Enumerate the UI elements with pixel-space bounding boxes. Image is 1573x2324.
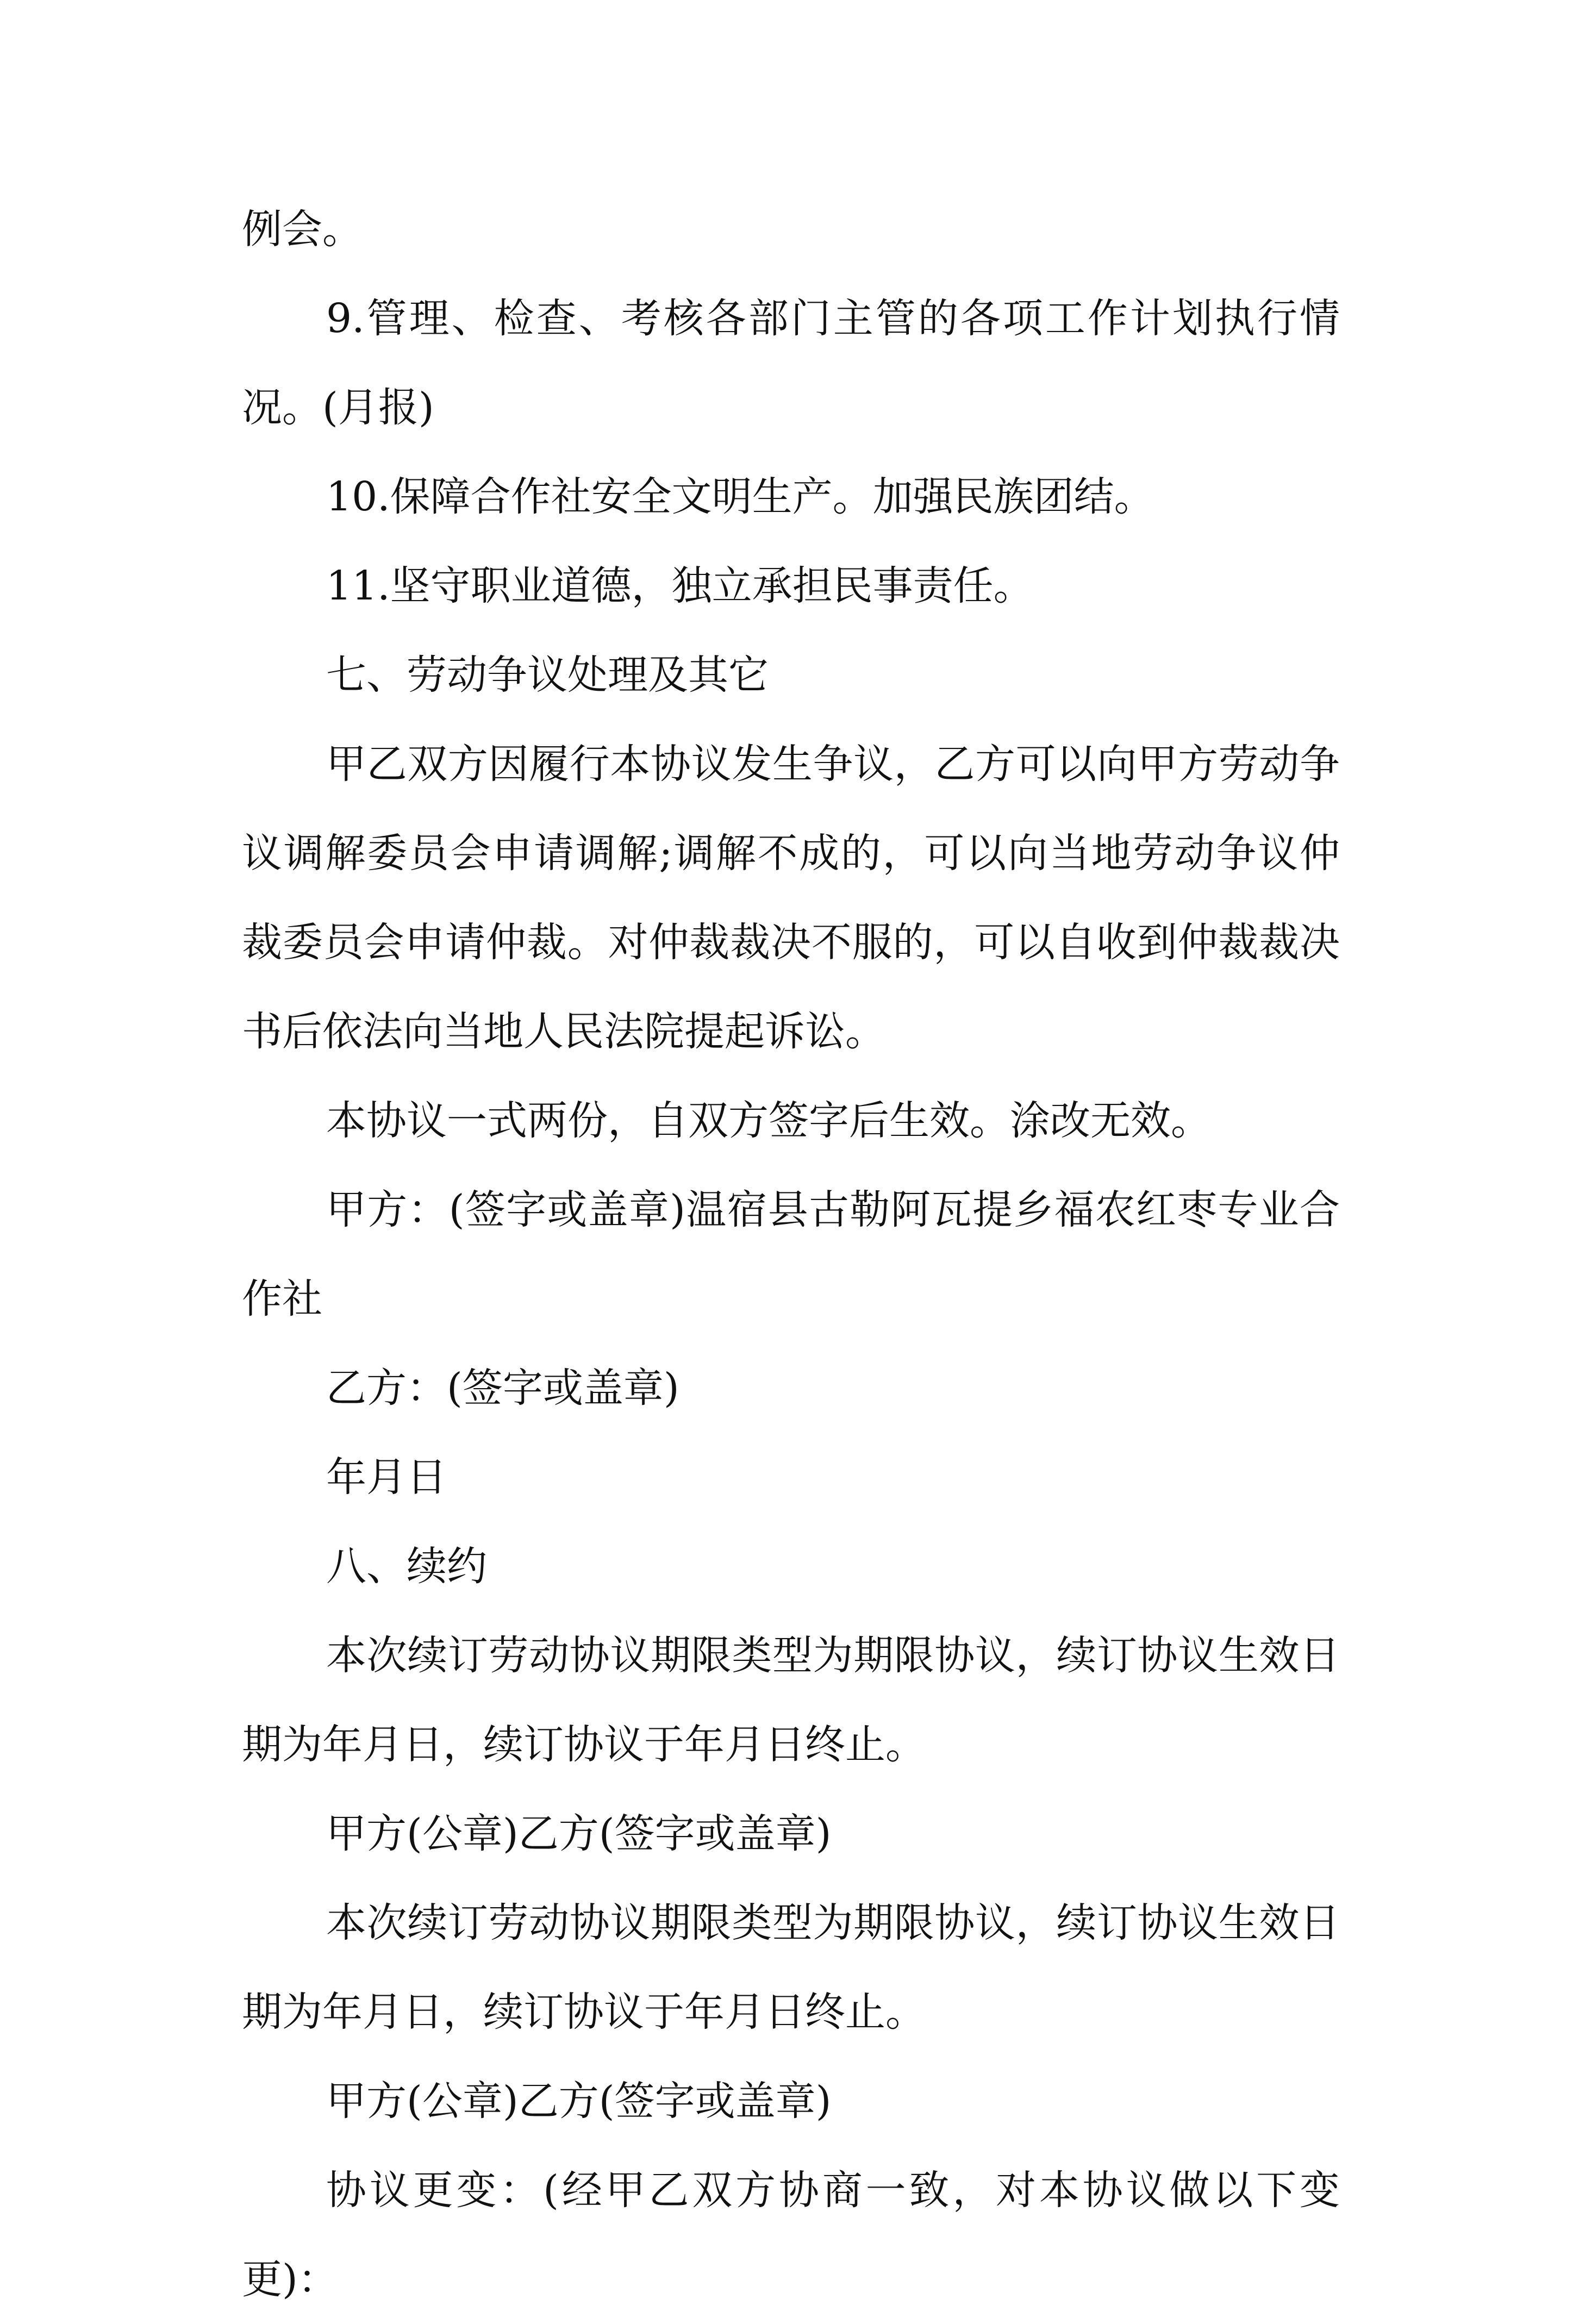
party-a-signature: 甲方：(签字或盖章)温宿县古勒阿瓦提乡福农红枣专业合作社 bbox=[242, 1186, 1340, 1322]
renewal-signature-1: 甲方(公章)乙方(签字或盖章) bbox=[326, 1810, 832, 1857]
clause-10: 10.保障合作社安全文明生产。加强民族团结。 bbox=[326, 473, 1154, 520]
document-page bbox=[242, 185, 1340, 2324]
renewal-signature-2: 甲方(公章)乙方(签字或盖章) bbox=[326, 2078, 832, 2125]
clause-9: 9.管理、检查、考核各部门主管的各项工作计划执行情况。(月报) bbox=[242, 295, 1340, 431]
section-heading-7: 七、劳动争议处理及其它 bbox=[326, 652, 769, 698]
paragraph-continuation: 例会。 bbox=[242, 206, 363, 253]
dispute-paragraph: 甲乙双方因履行本协议发生争议，乙方可以向甲方劳动争议调解委员会申请调解;调解不成的，可以向当地劳动争议仲裁委员会申请仲裁。对仲裁裁决不服的，可以自收到仲裁裁决书后依法向当地人民法院提起诉讼。 bbox=[242, 741, 1340, 1055]
amendment-paragraph: 协议更变：(经甲乙双方协商一致，对本协议做以下变更)： bbox=[242, 2167, 1340, 2303]
party-b-signature: 乙方：(签字或盖章) bbox=[326, 1365, 679, 1411]
date-line: 年月日 bbox=[326, 1454, 447, 1501]
renewal-paragraph-2: 本次续订劳动协议期限类型为期限协议，续订协议生效日期为年月日，续订协议于年月日终止。 bbox=[242, 1900, 1340, 2035]
renewal-paragraph-1: 本次续订劳动协议期限类型为期限协议，续订协议生效日期为年月日，续订协议于年月日终止。 bbox=[242, 1632, 1340, 1768]
clause-11: 11.坚守职业道德，独立承担民事责任。 bbox=[326, 563, 1034, 609]
section-heading-8: 八、续约 bbox=[326, 1543, 487, 1590]
validity-paragraph: 本协议一式两份，自双方签字后生效。涂改无效。 bbox=[326, 1097, 1211, 1144]
